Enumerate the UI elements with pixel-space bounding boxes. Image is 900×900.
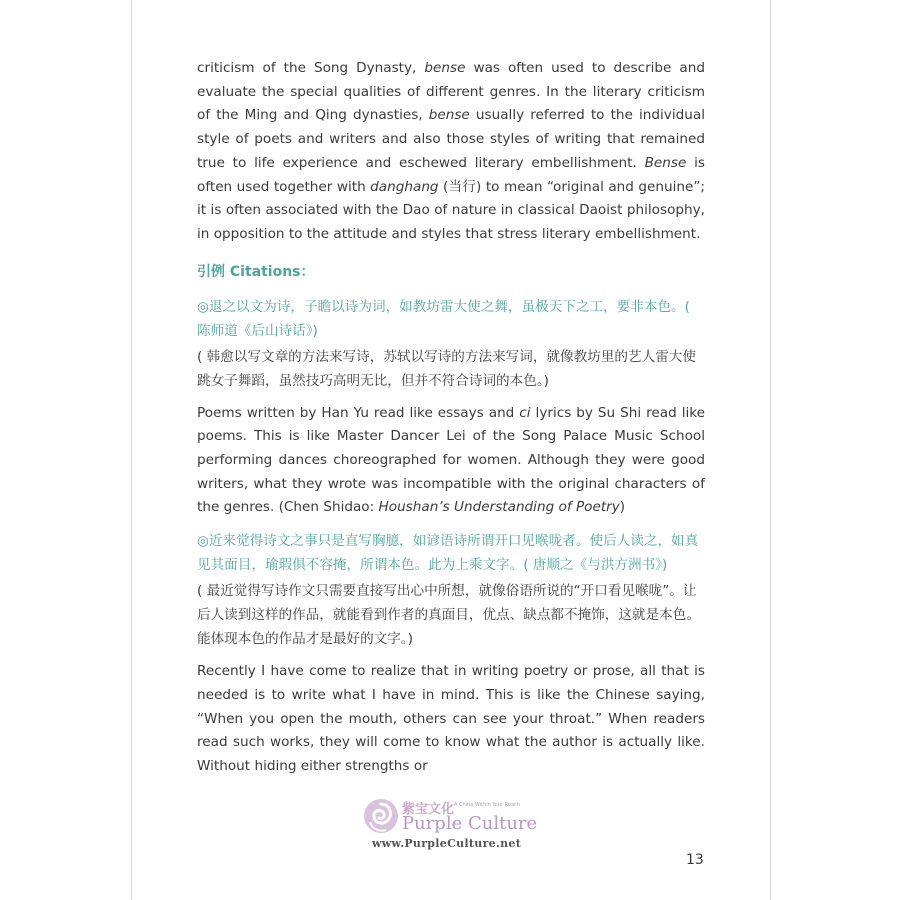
citation-quote: ◎近来觉得诗文之事只是直写胸臆，如谚语诗所谓开口见喉咙者。使后人读之，如真见其面目，瑜瑕俱不容掩，所谓本色。此为上乘文字。( 唐顺之《与洪方洲书》) bbox=[197, 533, 699, 574]
page-content bbox=[197, 57, 705, 788]
watermark-chinese: 紫宝文化 bbox=[402, 802, 455, 817]
citation-quote: ◎退之以文为诗，子瞻以诗为词，如教坊雷大使之舞，虽极天下之工，要非本色。( 陈师道《后山诗话》) bbox=[197, 298, 690, 339]
page-number: 13 bbox=[686, 852, 704, 868]
body-paragraph: criticism of the Song Dynasty, bense was often used to describe and evaluate the special qualities of different genres. In the literary criticism of the Ming and Qing dynasties, bense usually referred to the individual style of poets and writers and also those styles of writing that remained true to life experience and eschewed literary embellishment. Bense is often used together with danghang (当行) to mean “original and genuine”; it is often associated with the Dao of nature in classical Daoist philosophy, in opposition to the attitude and styles that stress literary embellishment. bbox=[197, 60, 705, 242]
watermark-brand: Purple Culture bbox=[402, 813, 538, 834]
citation-translation-en: Recently I have come to realize that in writing poetry or prose, all that is needed is to write what I have in mind. This is like the Chinese saying, “When you open the mouth, others can see your throat.” When readers read such works, they will come to know what the author is actually like. Without hiding either strengths or bbox=[197, 663, 705, 774]
watermark-url: www.PurpleCulture.net bbox=[372, 837, 522, 850]
citation-translation-zh: ( 韩愈以写文章的方法来写诗，苏轼以写诗的方法来写词，就像教坊里的艺人雷大使跳女子舞蹈，虽然技巧高明无比，但并不符合诗词的本色。) bbox=[197, 348, 696, 389]
rose-logo-icon bbox=[362, 796, 400, 836]
citations-heading: 引例 Citations： bbox=[197, 263, 315, 280]
watermark-tagline: A China Within Your Reach bbox=[454, 802, 520, 808]
citation-translation-en: Poems written by Han Yu read like essays and ci lyrics by Su Shi read like poems. This is like Master Dancer Lei of the Song Palace Music School performing dances choreographed for women. Although they were good writers, what they wrote was incompatible with the original characters of the genres. (Chen Shidao: Houshan’s Understanding of Poetry) bbox=[197, 404, 706, 516]
citation-translation-zh: ( 最近觉得写诗作文只需要直接写出心中所想，就像俗语所说的“开口看见喉咙”。让后人读到这样的作品，就能看到作者的真面目，优点、缺点都不掩饰，这就是本色。能体现本色的作品才是最好的文字。) bbox=[197, 583, 700, 648]
purple-culture-watermark bbox=[362, 794, 552, 856]
